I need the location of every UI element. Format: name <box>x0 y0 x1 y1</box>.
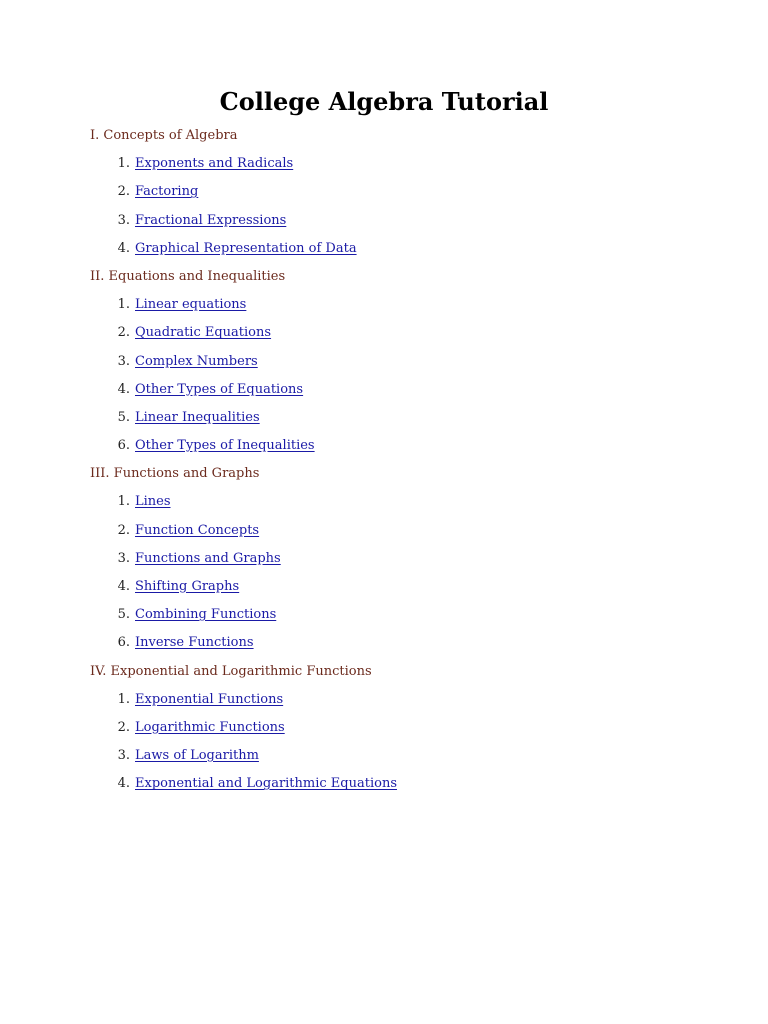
list-item <box>90 577 730 597</box>
item-number: 3. <box>117 748 130 764</box>
item-number: 2. <box>117 325 130 341</box>
link-linear-equations[interactable]: Linear equations <box>135 297 247 313</box>
section-list <box>90 154 730 259</box>
list-item <box>90 380 730 400</box>
link-graphical-representation-of-data[interactable]: Graphical Representation of Data <box>135 240 357 256</box>
link-combining-functions[interactable]: Combining Functions <box>135 607 277 623</box>
link-exponential-and-logarithmic-equations[interactable]: Exponential and Logarithmic Equations <box>135 776 397 792</box>
section-exponential-and-logarithmic-functions <box>90 662 730 795</box>
item-number: 1. <box>117 494 130 510</box>
list-item <box>90 239 730 259</box>
list-item <box>90 211 730 231</box>
item-number: 3. <box>117 212 130 228</box>
item-number: 2. <box>117 522 130 538</box>
page-title: College Algebra Tutorial <box>219 87 549 116</box>
link-lines[interactable]: Lines <box>135 494 171 510</box>
list-item <box>90 605 730 625</box>
link-function-concepts[interactable]: Function Concepts <box>135 522 260 538</box>
list-item <box>90 492 730 512</box>
item-number: 4. <box>117 776 130 792</box>
item-number: 5. <box>117 409 130 425</box>
link-quadratic-equations[interactable]: Quadratic Equations <box>135 325 272 341</box>
item-number: 6. <box>117 438 130 454</box>
section-list <box>90 295 730 456</box>
list-item <box>90 690 730 710</box>
item-number: 4. <box>117 381 130 397</box>
item-number: 2. <box>117 184 130 200</box>
list-item <box>90 408 730 428</box>
item-number: 4. <box>117 579 130 594</box>
link-complex-numbers[interactable]: Complex Numbers <box>135 353 258 369</box>
list-item <box>90 182 730 202</box>
list-item <box>90 352 730 372</box>
section-concepts-of-algebra <box>90 126 730 259</box>
item-number: 4. <box>117 240 130 256</box>
link-exponential-functions[interactable]: Exponential Functions <box>135 691 284 707</box>
item-number: 3. <box>117 353 130 369</box>
table-of-contents <box>90 126 730 803</box>
section-list <box>90 690 730 795</box>
item-number: 6. <box>117 635 130 651</box>
link-other-types-of-equations[interactable]: Other Types of Equations <box>135 381 304 397</box>
link-shifting-graphs[interactable]: Shifting Graphs <box>135 579 240 594</box>
link-linear-inequalities[interactable]: Linear Inequalities <box>135 409 260 425</box>
section-heading: III. Functions and Graphs <box>90 466 260 482</box>
section-heading: I. Concepts of Algebra <box>90 128 238 143</box>
list-item <box>90 154 730 174</box>
section-equations-and-inequalities <box>90 267 730 456</box>
list-item <box>90 521 730 541</box>
section-heading: II. Equations and Inequalities <box>90 268 286 284</box>
section-list <box>90 492 730 653</box>
list-item <box>90 323 730 343</box>
list-item <box>90 633 730 653</box>
link-factoring[interactable]: Factoring <box>135 184 199 200</box>
link-exponents-and-radicals[interactable]: Exponents and Radicals <box>135 156 294 172</box>
link-functions-and-graphs[interactable]: Functions and Graphs <box>135 550 281 566</box>
list-item <box>90 436 730 456</box>
list-item <box>90 774 730 794</box>
item-number: 2. <box>117 719 130 735</box>
list-item <box>90 718 730 738</box>
section-heading: IV. Exponential and Logarithmic Functions <box>90 663 372 679</box>
link-logarithmic-functions[interactable]: Logarithmic Functions <box>135 719 285 735</box>
link-fractional-expressions[interactable]: Fractional Expressions <box>135 212 287 228</box>
link-inverse-functions[interactable]: Inverse Functions <box>135 635 254 651</box>
list-item <box>90 549 730 569</box>
list-item <box>90 746 730 766</box>
item-number: 5. <box>117 607 130 623</box>
list-item <box>90 295 730 315</box>
item-number: 1. <box>117 297 130 313</box>
item-number: 3. <box>117 550 130 566</box>
item-number: 1. <box>117 156 130 172</box>
link-laws-of-logarithm[interactable]: Laws of Logarithm <box>135 748 259 764</box>
item-number: 1. <box>117 691 130 707</box>
link-other-types-of-inequalities[interactable]: Other Types of Inequalities <box>135 438 315 454</box>
section-functions-and-graphs <box>90 464 730 653</box>
